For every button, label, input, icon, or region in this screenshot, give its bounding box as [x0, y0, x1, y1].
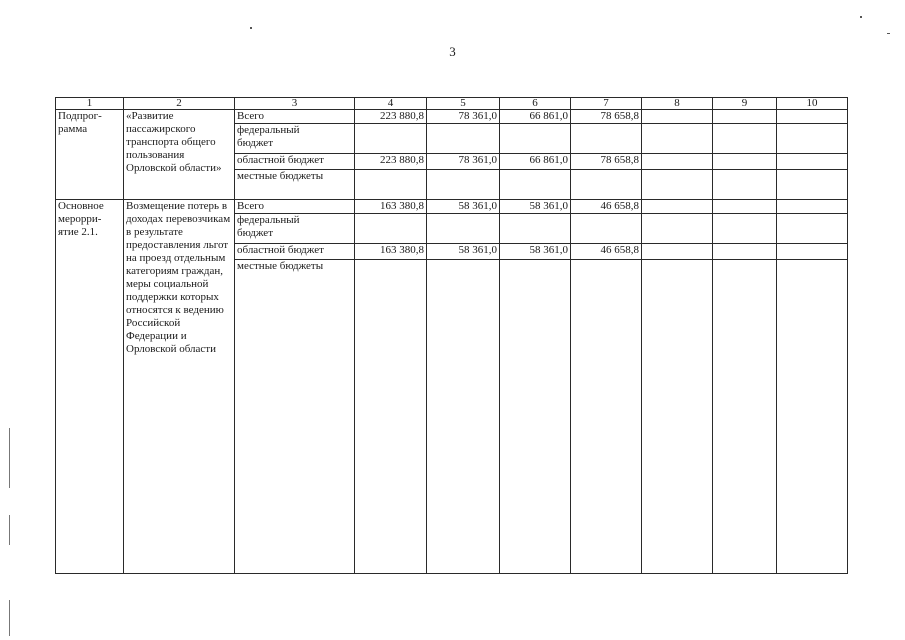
value-cell [713, 244, 777, 260]
value-cell: 78 658,8 [571, 154, 642, 170]
value-cell: 66 861,0 [500, 110, 571, 124]
scan-speck [250, 27, 252, 29]
col-header: 4 [355, 98, 427, 110]
value-cell: 78 361,0 [427, 110, 500, 124]
col-header: 10 [777, 98, 848, 110]
col-header: 2 [124, 98, 235, 110]
table-row [56, 200, 848, 214]
value-cell [777, 110, 848, 124]
value-cell [355, 124, 427, 154]
budget-table [55, 97, 848, 574]
value-cell: 78 658,8 [571, 110, 642, 124]
col-header: 7 [571, 98, 642, 110]
column-number-row [56, 98, 848, 110]
value-cell: 58 361,0 [427, 244, 500, 260]
value-cell: 163 380,8 [355, 200, 427, 214]
table-row [56, 110, 848, 124]
value-cell [642, 170, 713, 200]
col-header: 9 [713, 98, 777, 110]
value-cell [571, 124, 642, 154]
value-cell [500, 124, 571, 154]
value-cell [642, 214, 713, 244]
funding-source-text: федеральный бюджет [237, 214, 300, 239]
value-cell [713, 200, 777, 214]
funding-source-cell: местные бюджеты [235, 260, 355, 574]
item-name-cell [124, 200, 235, 574]
value-cell [642, 110, 713, 124]
value-cell: 223 880,8 [355, 110, 427, 124]
value-cell: 46 658,8 [571, 200, 642, 214]
value-cell: 66 861,0 [500, 154, 571, 170]
value-cell [355, 214, 427, 244]
col-header: 6 [500, 98, 571, 110]
funding-source-cell: областной бюджет [235, 244, 355, 260]
value-cell [427, 124, 500, 154]
value-cell [777, 214, 848, 244]
value-cell [642, 124, 713, 154]
col-header: 8 [642, 98, 713, 110]
category-cell [56, 110, 124, 200]
value-cell [642, 154, 713, 170]
value-cell [500, 170, 571, 200]
value-cell: 46 658,8 [571, 244, 642, 260]
value-cell [571, 170, 642, 200]
scan-speck [887, 33, 890, 34]
item-name-text: Возмещение потерь в доходах перевозчикам в результате предоставления льгот на проезд отдельным категориям граждан, меры социальной поддержки которых относятся к ведению Российской Федерации и Орловской области [126, 200, 231, 355]
funding-source-cell: Всего [235, 110, 355, 124]
value-cell [713, 214, 777, 244]
value-cell [713, 110, 777, 124]
value-cell: 58 361,0 [500, 244, 571, 260]
value-cell [571, 260, 642, 574]
value-cell [642, 200, 713, 214]
value-cell [713, 124, 777, 154]
scan-speck [860, 16, 862, 18]
value-cell [642, 244, 713, 260]
value-cell [777, 170, 848, 200]
value-cell [427, 260, 500, 574]
value-cell [427, 170, 500, 200]
category-text: Подпрог- рамма [58, 110, 102, 135]
value-cell [642, 260, 713, 574]
scan-edge-line [9, 428, 10, 488]
item-name-cell [124, 110, 235, 200]
value-cell: 58 361,0 [500, 200, 571, 214]
col-header: 1 [56, 98, 124, 110]
value-cell [500, 214, 571, 244]
table-body [56, 110, 848, 574]
funding-source-cell [235, 214, 355, 244]
category-cell [56, 200, 124, 574]
col-header: 3 [235, 98, 355, 110]
value-cell [355, 170, 427, 200]
value-cell: 223 880,8 [355, 154, 427, 170]
value-cell [571, 214, 642, 244]
scan-edge-line [9, 600, 10, 636]
value-cell [713, 170, 777, 200]
value-cell [777, 260, 848, 574]
item-name-text: «Развитие пассажирского транспорта общего пользования Орловской области» [126, 110, 222, 174]
funding-source-cell: Всего [235, 200, 355, 214]
value-cell [777, 244, 848, 260]
value-cell [777, 124, 848, 154]
category-text: Основное мероpри- ятие 2.1. [58, 200, 104, 238]
value-cell [713, 260, 777, 574]
funding-source-text: федеральный бюджет [237, 124, 300, 149]
funding-source-cell: местные бюджеты [235, 170, 355, 200]
col-header: 5 [427, 98, 500, 110]
value-cell [355, 260, 427, 574]
value-cell [777, 200, 848, 214]
value-cell [500, 260, 571, 574]
value-cell [427, 214, 500, 244]
page-number: 3 [449, 44, 456, 59]
value-cell: 163 380,8 [355, 244, 427, 260]
value-cell [713, 154, 777, 170]
value-cell [777, 154, 848, 170]
scan-edge-line [9, 515, 10, 545]
funding-source-cell: областной бюджет [235, 154, 355, 170]
funding-source-cell [235, 124, 355, 154]
value-cell: 78 361,0 [427, 154, 500, 170]
value-cell: 58 361,0 [427, 200, 500, 214]
